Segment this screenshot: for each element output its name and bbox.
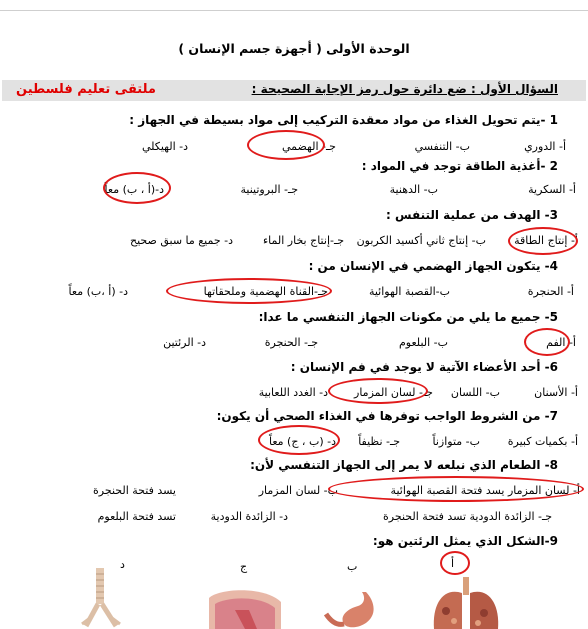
q9-option-a[interactable]: أ (451, 557, 455, 570)
top-divider (0, 10, 588, 11)
question-4: 4- يتكون الجهاز الهضمي في الإنسان من : (308, 259, 558, 273)
answer-circle (328, 378, 428, 404)
question-1: 1 -يتم تحويل الغذاء من مواد معقدة التركيب إلى مواد بسيطة في الجهاز : (129, 113, 558, 127)
answer-circle (524, 328, 570, 356)
answer-circle (247, 130, 325, 160)
q8-option-b[interactable]: ب- لسان المزمار (258, 484, 338, 497)
q3-option-c[interactable]: جـ-إنتاج بخار الماء (263, 234, 344, 247)
answer-circle (508, 227, 578, 255)
q7-option-a[interactable]: أ- بكميات كبيرة (507, 435, 578, 448)
lungs-image[interactable] (428, 577, 504, 629)
q7-option-b[interactable]: ب- متوازناً (432, 435, 480, 448)
q5-option-d[interactable]: د- الرئتين (163, 336, 206, 349)
q4-option-c[interactable]: جـ-القناة الهضمية وملحقاتها (203, 285, 328, 298)
q1-option-d[interactable]: د- الهيكلي (141, 140, 188, 153)
q9-option-d[interactable]: د (120, 558, 125, 571)
answer-circle (166, 278, 332, 304)
q2-option-b[interactable]: ب- الدهنية (389, 183, 438, 196)
answer-circle (440, 551, 470, 575)
q1-option-b[interactable]: ب- التنفسي (414, 140, 470, 153)
q6-option-a[interactable]: أ- الأسنان (534, 386, 578, 399)
question-7: 7- من الشروط الواجب توفرها في الغذاء الصحي أن يكون: (216, 409, 558, 423)
brand-label: ملتقى تعليم فلسطين (16, 82, 156, 97)
q1-option-a[interactable]: أ- الدوري (524, 140, 566, 153)
question-3: 3- الهدف من عملية التنفس : (386, 208, 558, 222)
q8-option-d[interactable]: د- الزائدة الدودية (210, 510, 288, 523)
q6-option-b[interactable]: ب- اللسان (450, 386, 500, 399)
question-6: 6- أحد الأعضاء الآتية لا يوجد في فم الإنسان : (290, 360, 558, 374)
q9-option-c[interactable]: ج (240, 560, 248, 573)
q2-option-d[interactable]: د-(أ ، ب) معاً (104, 183, 164, 196)
q7-option-c[interactable]: جـ- نظيفاً (358, 435, 400, 448)
q5-option-a[interactable]: أ- الفم (546, 336, 576, 349)
q8-option-a[interactable]: أ- لسان المزمار يسد فتحة القصبة الهوائية (390, 484, 580, 497)
q3-option-a[interactable]: أ- إنتاج الطاقة (514, 234, 578, 247)
question-5: 5- جميع ما يلي من مكونات الجهاز التنفسي ما عدا: (258, 310, 558, 324)
q6-option-d[interactable]: د- الغدد اللعابية (258, 386, 328, 399)
q8-option-c[interactable]: جـ- الزائدة الدودية تسد فتحة الحنجرة (383, 510, 552, 523)
question-8: 8- الطعام الذي نبلعه لا يمر إلى الجهاز التنفسي لأن: (250, 458, 558, 472)
q2-option-c[interactable]: جـ- البروتينية (240, 183, 298, 196)
q7-option-d[interactable]: د- (ب ، ج) معاً (269, 435, 336, 448)
q8-option-d-cont: تسد فتحة البلعوم (97, 510, 176, 523)
q4-option-d[interactable]: د- (أ ،ب) معاً (68, 285, 128, 298)
unit-title: الوحدة الأولى ( أجهزة جسم الإنسان ) (178, 41, 410, 56)
trachea-image[interactable] (78, 568, 124, 629)
q4-option-a[interactable]: أ- الحنجرة (527, 285, 574, 298)
q1-option-c[interactable]: جـ- الهضمي (281, 140, 336, 153)
q8-option-b-cont: يسد فتحة الحنجرة (93, 484, 176, 497)
q9-option-b[interactable]: ب (347, 560, 358, 573)
question-9: 9-الشكل الذي يمثل الرئتين هو: (372, 534, 558, 548)
stomach-image[interactable] (322, 590, 378, 629)
answer-circle (103, 172, 171, 204)
question-2: 2 -أغذية الطاقة توجد في المواد : (361, 159, 558, 173)
q3-option-d[interactable]: د- جميع ما سبق صحيح (129, 234, 233, 247)
q4-option-b[interactable]: ب-القصبة الهوائية (368, 285, 450, 298)
q2-option-a[interactable]: أ- السكرية (528, 183, 576, 196)
answer-circle (328, 476, 584, 502)
section-title: السؤال الأول : ضع دائرة حول رمز الإجابة الصحيحة : (251, 82, 558, 96)
q5-option-b[interactable]: ب- البلعوم (399, 336, 448, 349)
answer-circle (258, 425, 340, 455)
q6-option-c[interactable]: جـ- لسان المزمار (354, 386, 433, 399)
q5-option-c[interactable]: جـ- الحنجرة (264, 336, 318, 349)
throat-image[interactable] (205, 588, 285, 629)
q3-option-b[interactable]: ب- إنتاج ثاني أكسيد الكربون (356, 234, 486, 247)
